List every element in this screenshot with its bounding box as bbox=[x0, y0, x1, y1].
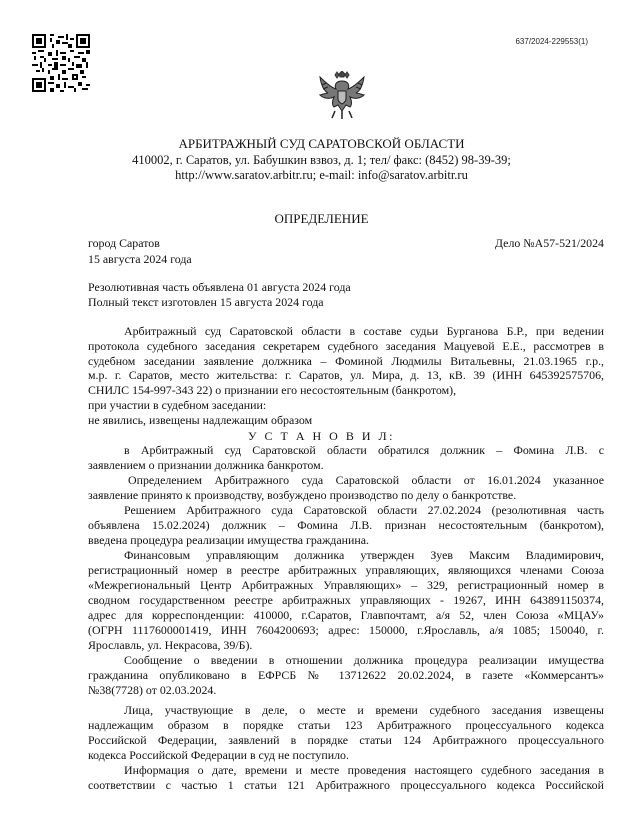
text-line: регистрационный номер в реестре арбитражных управляющих, являющихся членами Союза bbox=[88, 563, 604, 577]
document-title: ОПРЕДЕЛЕНИЕ bbox=[274, 211, 369, 226]
text-line: Российской Федерации, заявлений в порядке статьи 124 Арбитражного процессуального bbox=[88, 733, 604, 747]
text-line: сводном государственном реестре арбитражных управляющих - 19267, ИНН 643891150374, bbox=[88, 593, 604, 607]
text-line: соответствии с частью 1 статьи 121 Арбитражного процессуального кодекса Российской bbox=[88, 778, 604, 792]
text-line: м.р. г. Саратов, место жительства: г. Саратов, ул. Мира, д. 13, кВ. 39 (ИНН 645392575706, bbox=[88, 368, 604, 382]
text-line: объявлена 15.02.2024) должник – Фомина Л.В. признан несостоятельным (банкротом), bbox=[88, 518, 604, 532]
document-id: 637/2024-229553(1) bbox=[515, 37, 588, 46]
text-line: Сообщение о введении в отношении должника процедура реализации имущества bbox=[124, 653, 604, 667]
text-line: (ОГРН 1117600001419, ИНН 7604200693; адрес: 150000, г.Ярославль, а/я 1085; 150040, г. bbox=[88, 623, 604, 637]
text-line: Определением Арбитражного суда Саратовской области от 16.01.2024 указанное bbox=[128, 473, 604, 487]
city: город Саратов bbox=[88, 236, 160, 250]
ustanovil-heading: У С Т А Н О В И Л: bbox=[248, 429, 395, 443]
text-line: судебном заседании заявление должника – Фоминой Людмилы Витальевны, 21.03.1965 г.р., bbox=[88, 354, 604, 368]
text-line: в Арбитражный суд Саратовской области обратился должник – Фомина Л.В. с bbox=[124, 443, 604, 457]
resolution-note: Резолютивная часть объявлена 01 августа 2024 года bbox=[88, 280, 351, 294]
text-line: Арбитражный суд Саратовской области в составе судьи Бурганова Б.Р., при ведении bbox=[124, 324, 604, 338]
document-date: 15 августа 2024 года bbox=[88, 252, 192, 266]
text-line: Лица, участвующие в деле, о месте и времени судебного заседания извещены bbox=[124, 703, 604, 717]
text-line: заявлением о признании должника банкротом. bbox=[88, 458, 324, 472]
text-line: при участии в судебном заседании: bbox=[88, 398, 267, 412]
text-line: протокола судебного заседания секретарем судебного заседания Мацуевой Е.Е., рассмотрев в bbox=[88, 339, 604, 353]
text-line: введена процедура реализации имущества гражданина. bbox=[88, 533, 369, 547]
text-line: надлежащим образом в порядке статьи 123 Арбитражного процессуального кодекса bbox=[88, 718, 604, 732]
text-line: Финансовым управляющим должника утвержден Зуев Максим Владимирович, bbox=[124, 548, 604, 562]
text-line: СНИЛС 154-997-343 22) о признании его несостоятельным (банкротом), bbox=[88, 383, 457, 397]
text-line: №38(7728) от 02.03.2024. bbox=[88, 683, 217, 697]
text-line: Решением Арбитражного суда Саратовской области 27.02.2024 (резолютивная часть bbox=[124, 503, 604, 517]
text-line: «Межрегиональный Центр Арбитражных Управляющих» – 329, регистрационный номер в bbox=[88, 578, 604, 592]
qr-code bbox=[32, 34, 90, 92]
text-line: заявление принято к производству, возбуждено производство по делу о банкротстве. bbox=[88, 488, 517, 502]
case-number: Дело №А57-521/2024 bbox=[494, 236, 604, 250]
text-line: кодекса Российской Федерации в суд не поступило. bbox=[88, 748, 349, 762]
court-contacts: http://www.saratov.arbitr.ru; e-mail: info@saratov.arbitr.ru bbox=[175, 168, 468, 182]
text-line: адрес для корреспонденции: 410000, г.Саратов, Главпочтамт, а/я 52, член Союза «МЦАУ» bbox=[88, 608, 604, 622]
court-address: 410002, г. Саратов, ул. Бабушкин взвоз, д. 1; тел/ факс: (8452) 98-39-39; bbox=[132, 153, 511, 167]
text-line: Информация о дате, времени и месте проведения настоящего судебного заседания в bbox=[124, 763, 604, 777]
full-text-note: Полный текст изготовлен 15 августа 2024 года bbox=[88, 295, 324, 309]
text-line: гражданина опубликовано в ЕФРСБ № 13712622 20.02.2024, в газете «Коммерсантъ» bbox=[88, 668, 604, 682]
court-name: АРБИТРАЖНЫЙ СУД САРАТОВСКОЙ ОБЛАСТИ bbox=[178, 136, 465, 151]
text-line: Ярославль, ул. Некрасова, 39/Б). bbox=[88, 638, 253, 652]
text-line: не явились, извещены надлежащим образом bbox=[88, 413, 313, 427]
coat-of-arms-emblem bbox=[318, 71, 366, 121]
